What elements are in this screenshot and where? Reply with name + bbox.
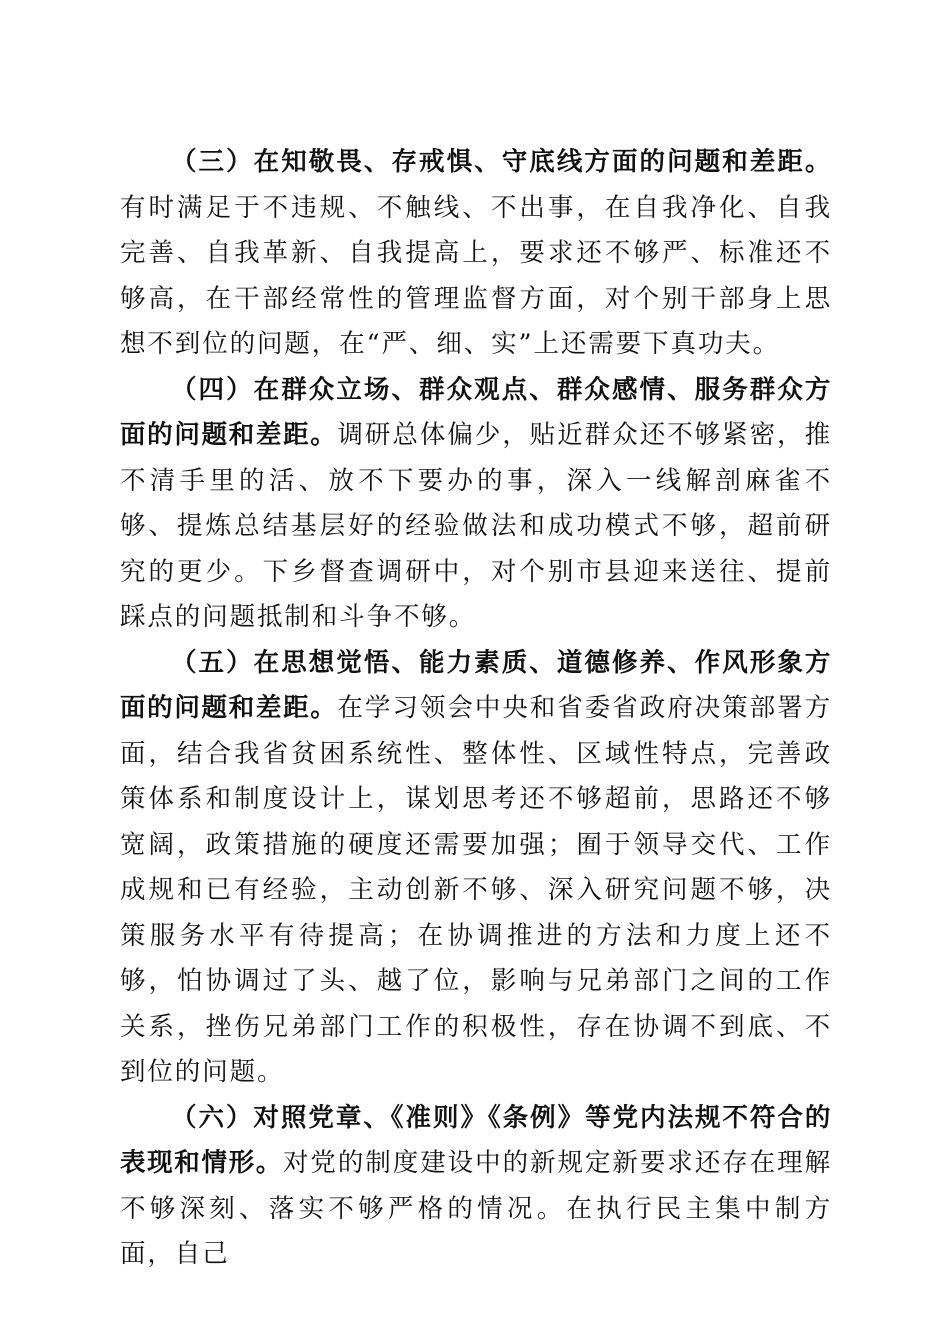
- document-page: [120, 140, 832, 1278]
- paragraph-body: 对党的制度建设中的新规定新要求还存在理解不够深刻、落实不够严格的情况。在执行民主集中制方面，自己: [120, 1148, 832, 1269]
- paragraph-heading: （六）对照党章、《准则》《条例》等党内法规不符合的表现和情形。: [120, 1102, 832, 1178]
- paragraph-5: [120, 641, 832, 1096]
- paragraph-heading: （四）在群众立场、群众观点、群众感情、服务群众方面的问题和差距。: [120, 374, 832, 450]
- paragraph-body: 有时满足于不违规、不触线、不出事，在自我净化、自我完善、自我革新、自我提高上，要求还不够严、标准还不够高，在干部经常性的管理监督方面，对个别干部身上思想不到位的问题，在“严、细、实”上还需要下真功夫。: [120, 192, 832, 359]
- paragraph-3: [120, 140, 832, 368]
- paragraph-heading: （五）在思想觉悟、能力素质、道德修养、作风形象方面的问题和差距。: [120, 647, 832, 723]
- paragraph-heading: （三）在知敬畏、存戒惧、守底线方面的问题和差距。: [171, 147, 832, 177]
- paragraph-body: 调研总体偏少，贴近群众还不够紧密，推不清手里的活、放不下要办的事，深入一线解剖麻雀不够、提炼总结基层好的经验做法和成功模式不够，超前研究的更少。下乡督查调研中，对个别市县迎来送往、提前踩点的问题抵制和斗争不够。: [120, 420, 832, 632]
- paragraph-6: [120, 1096, 832, 1278]
- paragraph-body: 在学习领会中央和省委省政府决策部署方面，结合我省贫困系统性、整体性、区域性特点，完善政策体系和制度设计上，谋划思考还不够超前，思路还不够宽阔，政策措施的硬度还需要加强；囿于领导交代、工作成规和已有经验，主动创新不够、深入研究问题不够，决策服务水平有待提高；在协调推进的方法和力度上还不够，怕协调过了头、越了位，影响与兄弟部门之间的工作关系，挫伤兄弟部门工作的积极性，存在协调不到底、不到位的问题。: [120, 693, 832, 1087]
- paragraph-4: [120, 368, 832, 641]
